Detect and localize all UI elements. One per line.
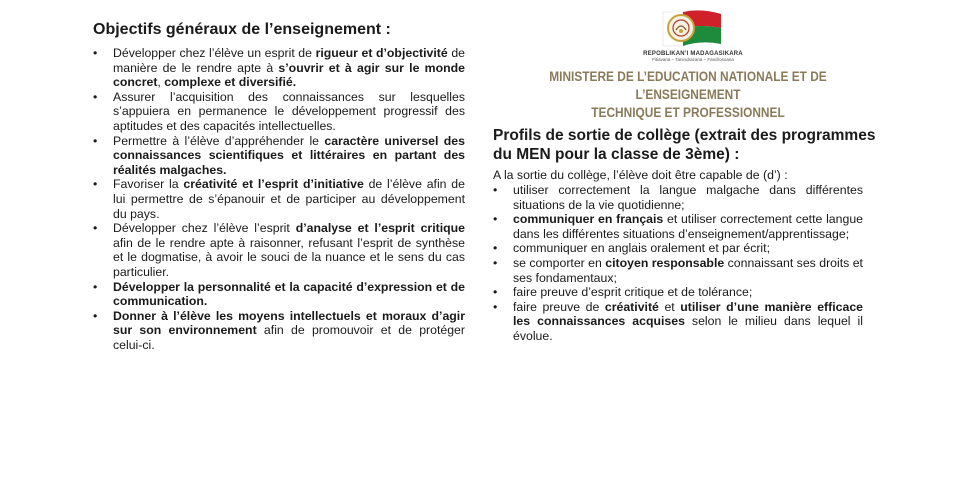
objectifs-list (93, 46, 465, 352)
text-run: afin de le rendre apte à raisonner, refusant l’esprit de synthèse et le dogmatise, à avoir le souci de la nuance et le sens du cas particulier. (113, 235, 465, 279)
text-run: s’ouvrir et à agir sur le monde concret (113, 60, 465, 90)
list-item (493, 241, 863, 256)
text-run: Permettre à l’élève d’appréhender le (113, 133, 325, 148)
text-run: communiquer en français (513, 212, 664, 227)
republic-motto: Fitiavana – Tanindrazana – Fandrosoana (652, 57, 734, 62)
text-run: créativité et l’esprit d’initiative (183, 177, 364, 192)
text-run: et (658, 299, 681, 314)
republic-emblem (633, 6, 753, 62)
profils-list (493, 183, 863, 344)
list-item (93, 134, 465, 178)
text-run: Développer chez l’élève un esprit de (113, 46, 316, 60)
text-run: faire preuve de (513, 299, 605, 314)
list-item (93, 309, 465, 353)
text-run: et utiliser correctement cette langue dans les différentes situations d’enseignement/apprentissage; (513, 212, 863, 241)
republic-name: REPOBLIKAN’I MADAGASIKARA (643, 51, 743, 57)
text-run: faire preuve d’esprit critique et de tolérance; (513, 285, 753, 300)
text-run: caractère universel des connaissances scientifiques et littéraires en partant des réalités malgaches. (113, 133, 465, 177)
text-run: Donner à l’élève les moyens intellectuels et moraux d’agir sur son environnement (113, 308, 465, 338)
text-run: selon le milieu dans lequel il évolue. (513, 314, 863, 343)
text-run: rigueur et d’objectivité (315, 46, 448, 60)
list-item (93, 221, 465, 279)
list-item (493, 256, 863, 285)
ministry-name (516, 68, 859, 122)
objectifs-title: Objectifs généraux de l’enseignement : (93, 21, 391, 38)
text-run: utiliser d’une manière efficace les connaissances acquises (513, 299, 864, 329)
list-item (93, 90, 465, 134)
text-run: afin de promouvoir et de protéger celui-ci. (113, 323, 465, 352)
text-run: communiquer en anglais oralement et par écrit; (513, 241, 770, 256)
text-run: complexe et diversifié. (164, 75, 297, 90)
list-item (493, 300, 863, 344)
text-run: , (157, 75, 165, 90)
objectifs-section (93, 20, 465, 352)
text-run: Assurer l’acquisition des connaissances sur lesquelles s’appuiera en permanence le développement progressif des aptitudes et des capacités intellectuelles. (113, 89, 465, 133)
ministry-line-1: MINISTERE DE L’EDUCATION NATIONALE ET DE L’ENSEIGNEMENT (549, 69, 827, 102)
text-run: Développer chez l’élève l’esprit (113, 221, 296, 236)
list-item (93, 46, 465, 90)
text-run: connaissant ses droits et ses fondamentaux; (513, 255, 863, 285)
text-run: Favoriser la (113, 177, 184, 192)
text-run: utiliser correctement la langue malgache dans différentes situations de la vie quotidienne; (513, 183, 863, 212)
profils-title: Profils de sortie de collège (extrait des programmes du MEN pour la classe de 3ème) : (493, 127, 876, 163)
text-run: citoyen responsable (605, 255, 725, 270)
seal-icon (661, 6, 725, 50)
text-run: d’analyse et l’esprit critique (295, 221, 465, 236)
text-run: Développer la personnalité et la capacité d’expression et de communication. (113, 279, 465, 309)
ministry-line-2: TECHNIQUE ET PROFESSIONNEL (591, 105, 785, 120)
text-run: de l’élève afin de lui permettre de s’épanouir et de participer au développement du pays. (113, 177, 465, 221)
list-item (493, 285, 863, 300)
text-run: créativité (604, 299, 659, 314)
profils-intro: A la sortie du collège, l’élève doit être capable de (d’) : (493, 168, 788, 182)
list-item (93, 177, 465, 221)
list-item (493, 183, 863, 212)
list-item (93, 280, 465, 309)
text-run: se comporter en (513, 255, 606, 270)
list-item (493, 212, 863, 241)
text-run: de manière de le rendre apte à (113, 46, 465, 75)
